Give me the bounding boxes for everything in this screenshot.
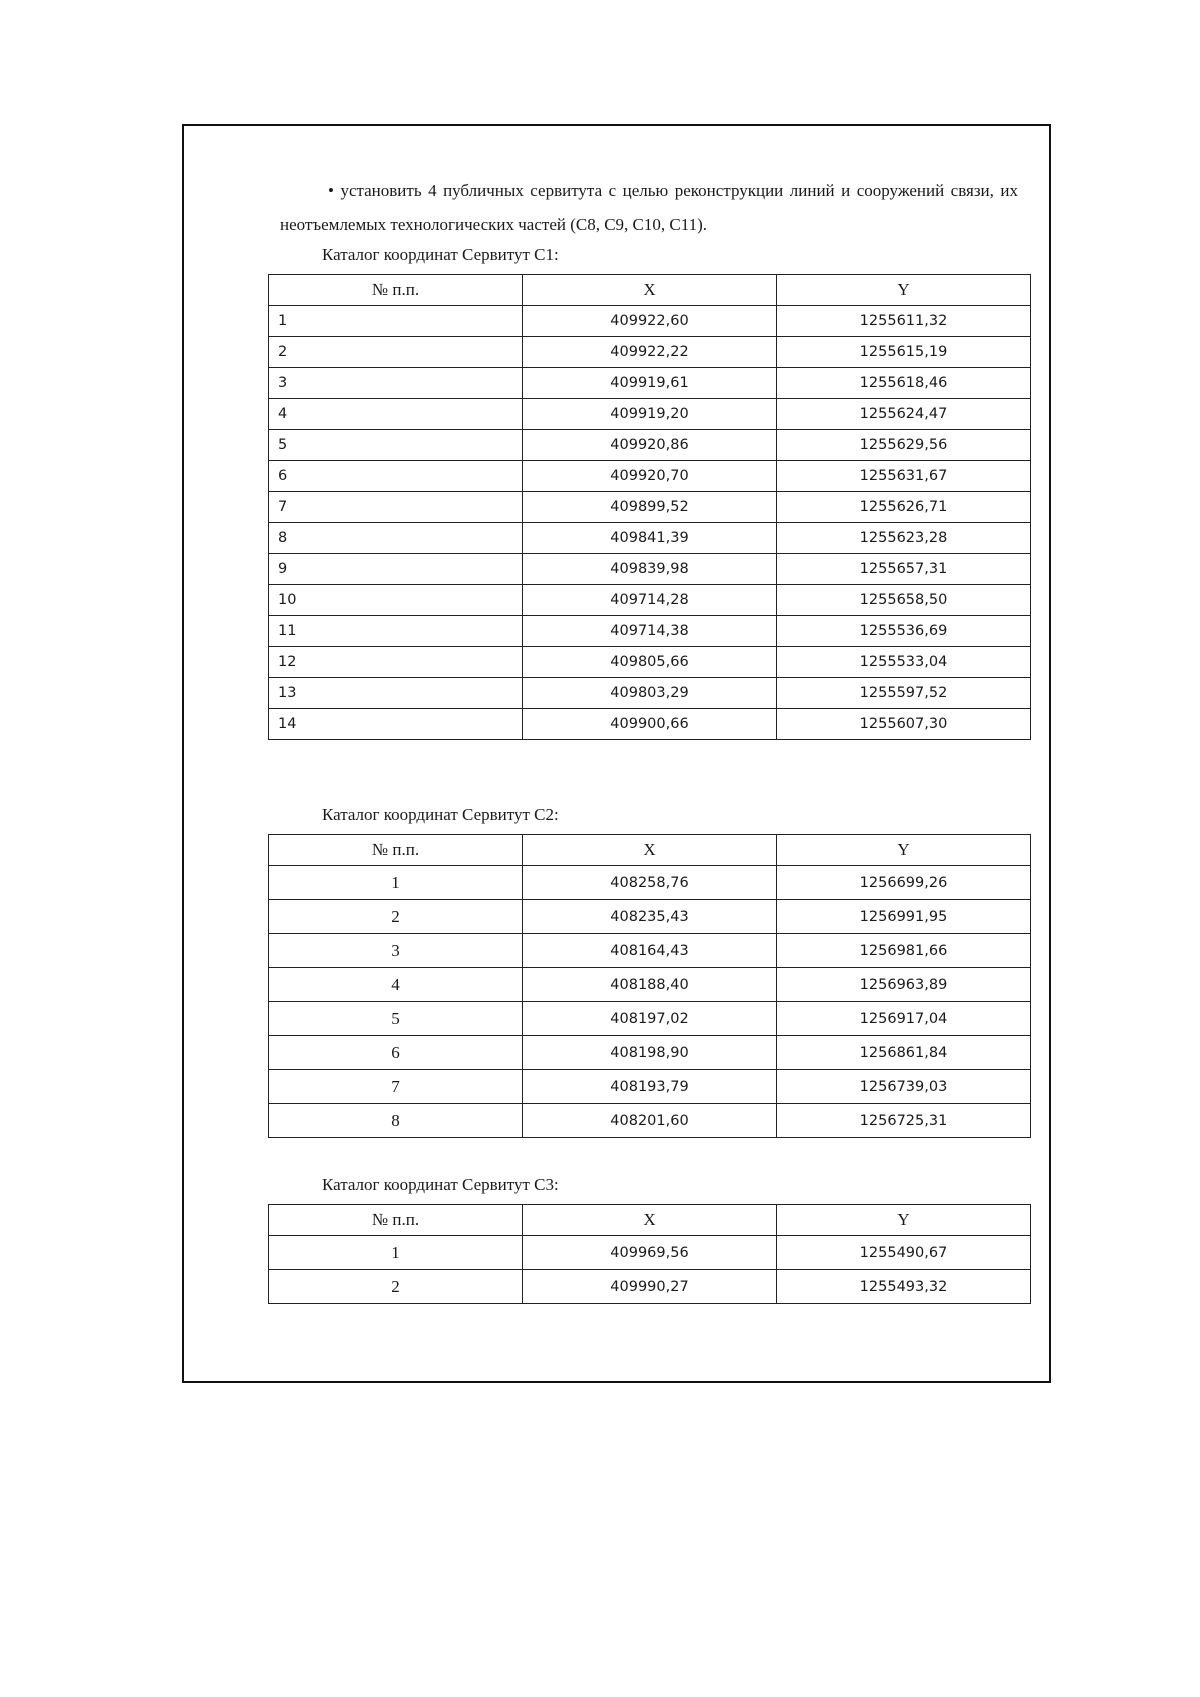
cell-x: 408201,60: [523, 1104, 777, 1138]
cell-y: 1255597,52: [777, 678, 1031, 709]
cell-x: 409920,86: [523, 430, 777, 461]
cell-x: 409969,56: [523, 1236, 777, 1270]
cell-y: 1255607,30: [777, 709, 1031, 740]
cell-x: 408197,02: [523, 1002, 777, 1036]
table-row: [269, 1104, 1031, 1138]
table-row: [269, 368, 1031, 399]
cell-y: 1255626,71: [777, 492, 1031, 523]
table-row: [269, 709, 1031, 740]
cell-x: 408235,43: [523, 900, 777, 934]
table-row: [269, 523, 1031, 554]
cell-y: 1255629,56: [777, 430, 1031, 461]
table-row: [269, 934, 1031, 968]
cell-x: 408198,90: [523, 1036, 777, 1070]
cell-index: 4: [269, 399, 523, 430]
header-index: № п.п.: [269, 835, 523, 866]
table-header-row: [269, 835, 1031, 866]
table-row: [269, 1070, 1031, 1104]
table-row: [269, 900, 1031, 934]
cell-x: 409922,60: [523, 306, 777, 337]
cell-y: 1255631,67: [777, 461, 1031, 492]
header-x: X: [523, 835, 777, 866]
cell-x: 409899,52: [523, 492, 777, 523]
cell-index: 8: [269, 1104, 523, 1138]
cell-index: 1: [269, 306, 523, 337]
cell-y: 1255611,32: [777, 306, 1031, 337]
cell-index: 14: [269, 709, 523, 740]
cell-y: 1255657,31: [777, 554, 1031, 585]
cell-y: 1256963,89: [777, 968, 1031, 1002]
cell-y: 1256991,95: [777, 900, 1031, 934]
cell-index: 3: [269, 934, 523, 968]
coords-table-c2: [268, 834, 1031, 1138]
cell-index: 9: [269, 554, 523, 585]
cell-x: 409714,38: [523, 616, 777, 647]
cell-index: 2: [269, 1270, 523, 1304]
table-row: [269, 461, 1031, 492]
cell-index: 8: [269, 523, 523, 554]
cell-index: 7: [269, 1070, 523, 1104]
cell-x: 409990,27: [523, 1270, 777, 1304]
table-row: [269, 866, 1031, 900]
cell-index: 7: [269, 492, 523, 523]
cell-index: 1: [269, 1236, 523, 1270]
table-row: [269, 585, 1031, 616]
cell-index: 10: [269, 585, 523, 616]
cell-index: 6: [269, 461, 523, 492]
table-row: [269, 647, 1031, 678]
table-row: [269, 1002, 1031, 1036]
cell-index: 1: [269, 866, 523, 900]
cell-y: 1255493,32: [777, 1270, 1031, 1304]
cell-y: 1256725,31: [777, 1104, 1031, 1138]
table-row: [269, 678, 1031, 709]
cell-y: 1256981,66: [777, 934, 1031, 968]
cell-y: 1256739,03: [777, 1070, 1031, 1104]
cell-index: 2: [269, 337, 523, 368]
cell-index: 4: [269, 968, 523, 1002]
cell-x: 409920,70: [523, 461, 777, 492]
cell-y: 1255658,50: [777, 585, 1031, 616]
cell-index: 11: [269, 616, 523, 647]
caption-c2: Каталог координат Сервитут С2:: [322, 805, 559, 824]
intro-paragraph: • установить 4 публичных сервитута с целью реконструкции линий и сооружений связи, их неотъемлемых технологических частей (С8, С9, С10, С11).: [280, 181, 1018, 234]
coords-table-c3: [268, 1204, 1031, 1304]
header-x: X: [523, 1205, 777, 1236]
cell-y: 1255624,47: [777, 399, 1031, 430]
table-row: [269, 430, 1031, 461]
header-x: X: [523, 275, 777, 306]
cell-x: 409714,28: [523, 585, 777, 616]
table-row: [269, 492, 1031, 523]
coords-table-c1: [268, 274, 1031, 740]
cell-x: 408258,76: [523, 866, 777, 900]
header-y: Y: [777, 835, 1031, 866]
cell-x: 408193,79: [523, 1070, 777, 1104]
cell-index: 6: [269, 1036, 523, 1070]
cell-index: 5: [269, 430, 523, 461]
cell-x: 409919,61: [523, 368, 777, 399]
table-row: [269, 1036, 1031, 1070]
cell-x: 408188,40: [523, 968, 777, 1002]
table-row: [269, 399, 1031, 430]
header-index: № п.п.: [269, 1205, 523, 1236]
cell-x: 409841,39: [523, 523, 777, 554]
table-header-row: [269, 1205, 1031, 1236]
table-row: [269, 1236, 1031, 1270]
cell-index: 2: [269, 900, 523, 934]
cell-x: 409900,66: [523, 709, 777, 740]
cell-index: 3: [269, 368, 523, 399]
cell-x: 409805,66: [523, 647, 777, 678]
header-y: Y: [777, 1205, 1031, 1236]
header-y: Y: [777, 275, 1031, 306]
cell-y: 1255536,69: [777, 616, 1031, 647]
table-row: [269, 968, 1031, 1002]
cell-y: 1255615,19: [777, 337, 1031, 368]
cell-y: 1256917,04: [777, 1002, 1031, 1036]
cell-x: 409803,29: [523, 678, 777, 709]
cell-y: 1256699,26: [777, 866, 1031, 900]
cell-index: 12: [269, 647, 523, 678]
cell-index: 5: [269, 1002, 523, 1036]
cell-x: 408164,43: [523, 934, 777, 968]
cell-y: 1256861,84: [777, 1036, 1031, 1070]
cell-x: 409919,20: [523, 399, 777, 430]
table-row: [269, 306, 1031, 337]
cell-y: 1255490,67: [777, 1236, 1031, 1270]
table-row: [269, 1270, 1031, 1304]
table-row: [269, 616, 1031, 647]
cell-y: 1255533,04: [777, 647, 1031, 678]
cell-y: 1255618,46: [777, 368, 1031, 399]
table-row: [269, 554, 1031, 585]
caption-c3: Каталог координат Сервитут С3:: [322, 1175, 559, 1194]
caption-c1: Каталог координат Сервитут С1:: [322, 245, 559, 264]
cell-index: 13: [269, 678, 523, 709]
cell-y: 1255623,28: [777, 523, 1031, 554]
table-row: [269, 337, 1031, 368]
table-header-row: [269, 275, 1031, 306]
header-index: № п.п.: [269, 275, 523, 306]
cell-x: 409839,98: [523, 554, 777, 585]
cell-x: 409922,22: [523, 337, 777, 368]
